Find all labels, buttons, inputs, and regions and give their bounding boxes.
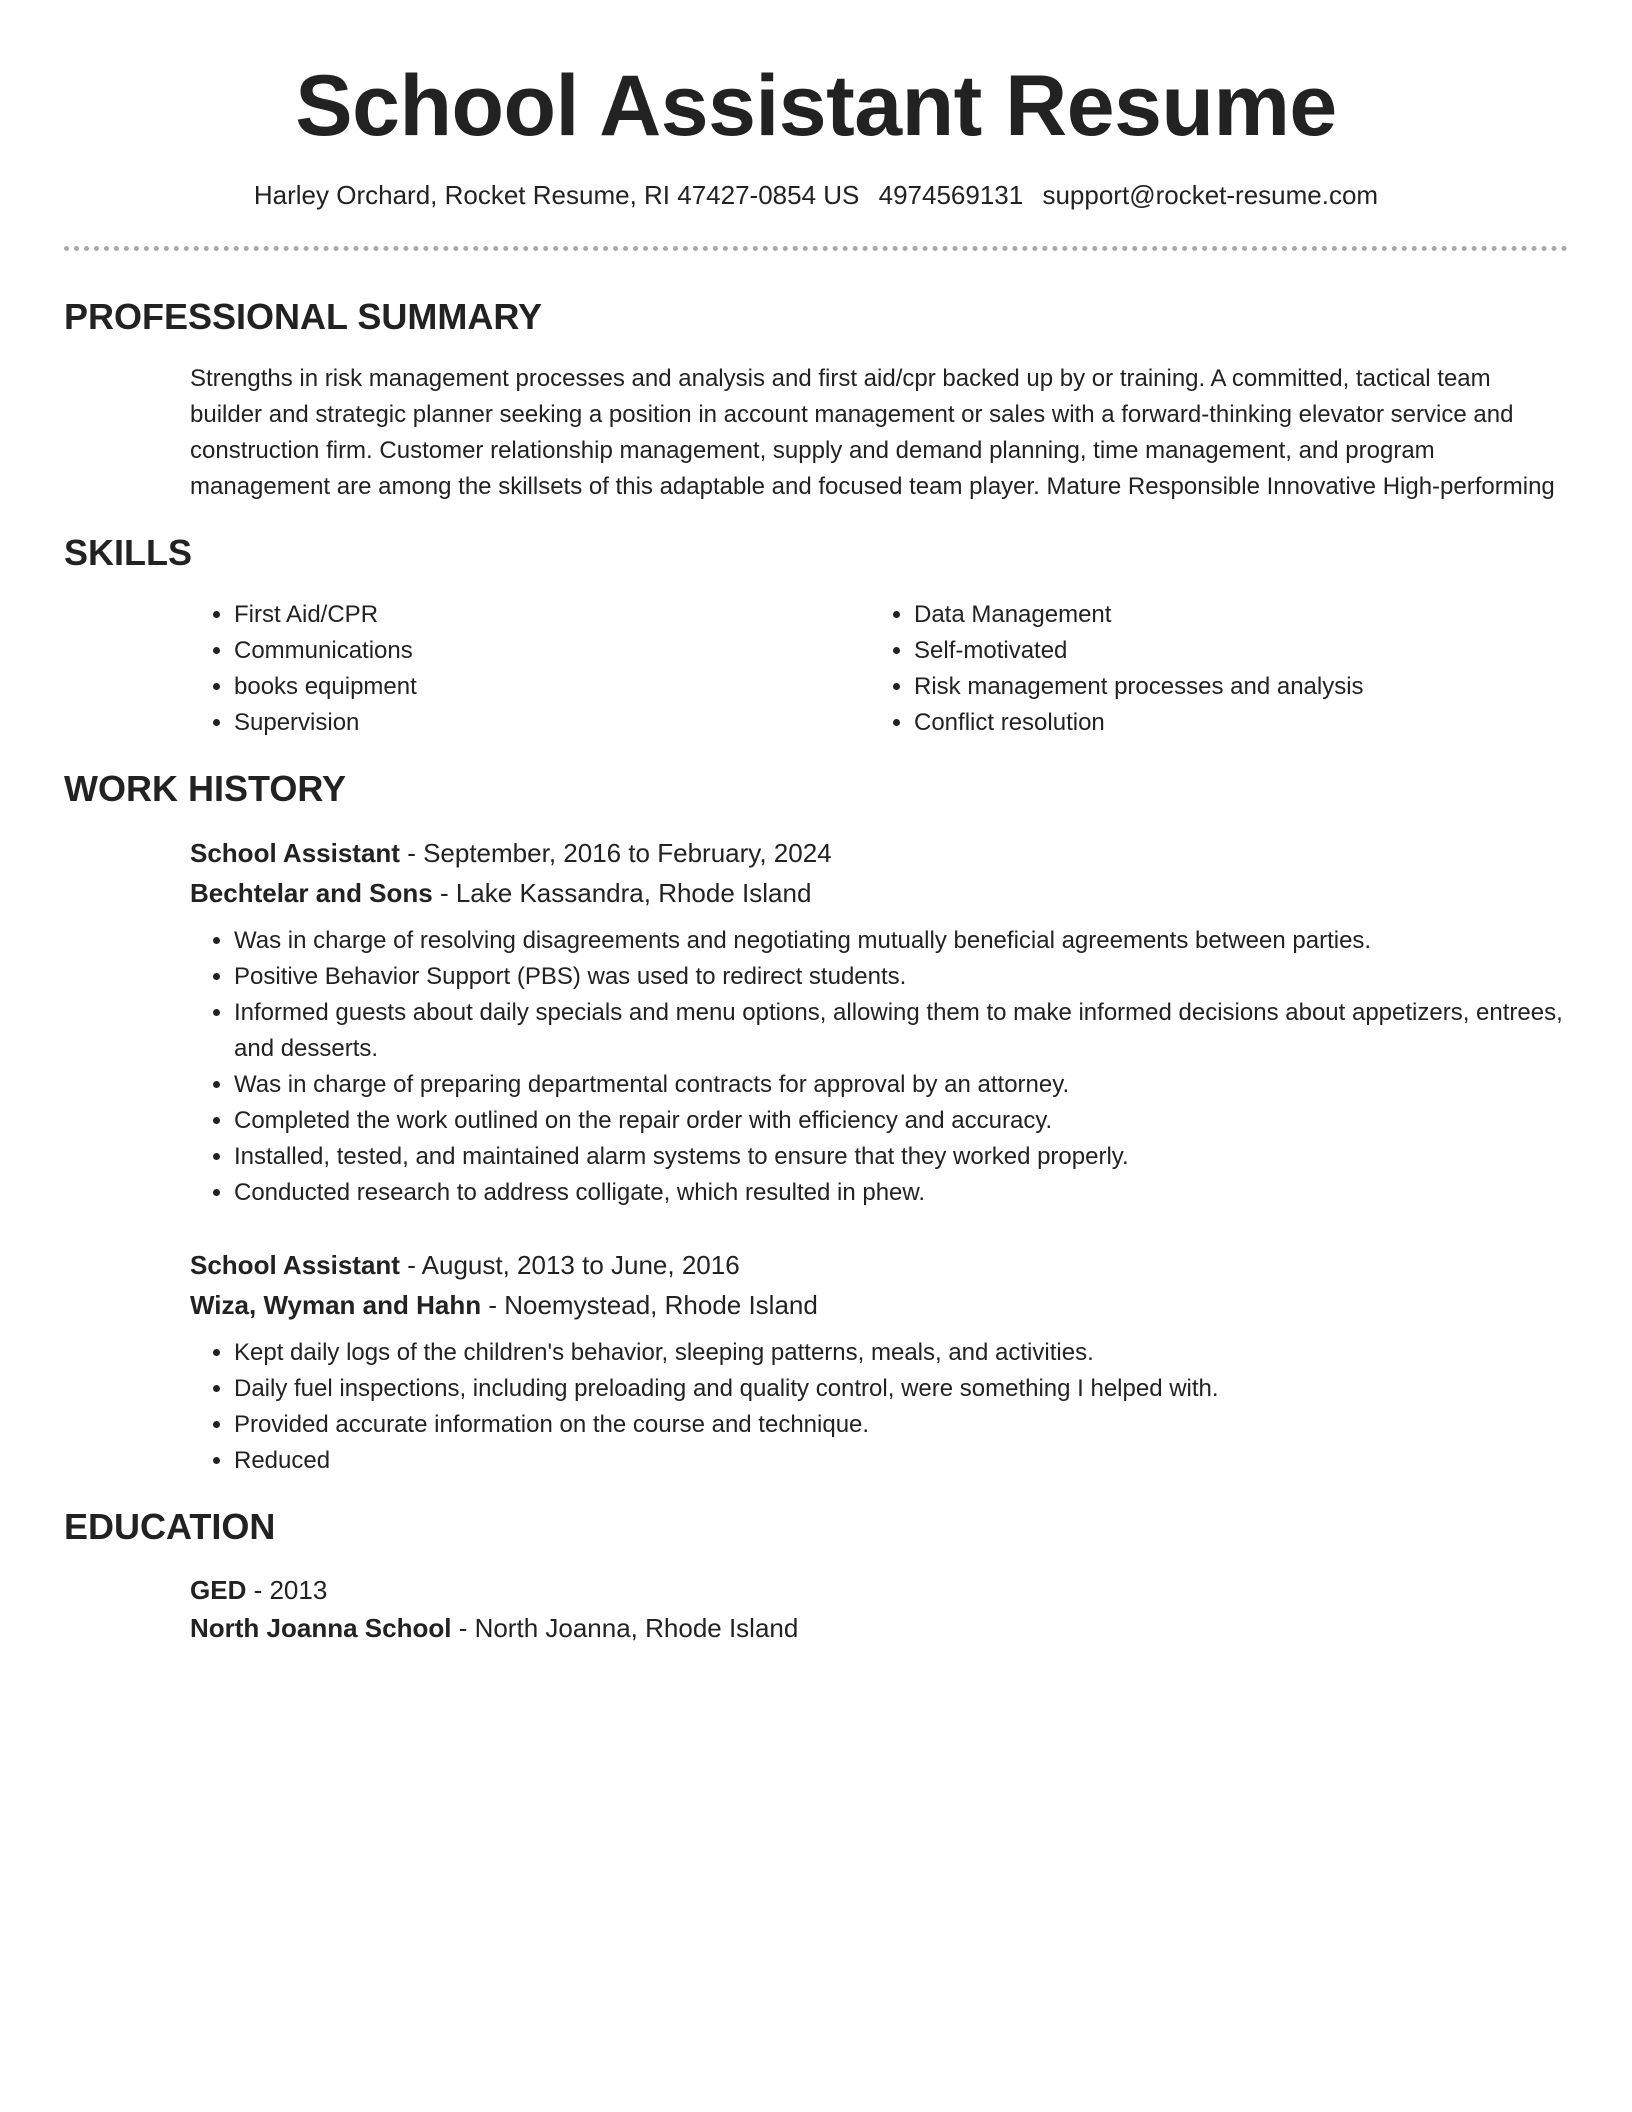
job-duty: • Was in charge of preparing departmental contracts for approval by an attorney. xyxy=(234,1067,1568,1103)
job-dates: - August, 2013 to June, 2016 xyxy=(399,1250,740,1280)
section-heading-summary: PROFESSIONAL SUMMARY xyxy=(64,296,543,337)
education-degree-line xyxy=(190,1571,1568,1609)
job-duty: • Installed, tested, and maintained alarm systems to ensure that they worked properly. xyxy=(234,1139,1568,1175)
education-entry xyxy=(190,1571,1568,1647)
education-school-line xyxy=(190,1609,1568,1647)
skill-item: • Self-motivated xyxy=(914,633,1568,669)
education-location: - North Joanna, Rhode Island xyxy=(451,1613,799,1643)
job-duty: • Conducted research to address colligate, which resulted in phew. xyxy=(234,1175,1568,1211)
contact-address: Harley Orchard, Rocket Resume, RI 47427-0854 US xyxy=(253,180,860,210)
job-location: - Lake Kassandra, Rhode Island xyxy=(432,878,812,908)
summary-text: Strengths in risk management processes and analysis and first aid/cpr backed up by or training. A committed, tactical team builder and strategic planner seeking a position in account management or sales with a forward-thinking elevator service and construction firm. Customer relationship management, supply and demand planning, time management, and program management are among the skillsets of this adaptable and focused team player. Mature Responsible Innovative High-performing xyxy=(190,365,1555,500)
job-title-line xyxy=(190,833,1568,873)
education-year: - 2013 xyxy=(246,1575,328,1605)
job-duties xyxy=(190,923,1568,1211)
skill-item: • Communications xyxy=(234,633,870,669)
skill-item: • Supervision xyxy=(234,705,870,741)
section-heading-education: EDUCATION xyxy=(64,1506,276,1547)
job-entry xyxy=(190,833,1568,1211)
job-duties xyxy=(190,1335,1568,1479)
contact-line xyxy=(64,156,1568,212)
skills-column-right xyxy=(870,597,1568,741)
job-duty: • Daily fuel inspections, including preloading and quality control, were something I helped with. xyxy=(234,1371,1568,1407)
skill-item: • First Aid/CPR xyxy=(234,597,870,633)
job-title: School Assistant xyxy=(190,838,400,868)
job-duty: • Was in charge of resolving disagreements and negotiating mutually beneficial agreements between parties. xyxy=(234,923,1568,959)
skill-item: • Risk management processes and analysis xyxy=(914,669,1568,705)
job-company: Wiza, Wyman and Hahn xyxy=(190,1290,482,1320)
education-school: North Joanna School xyxy=(190,1613,452,1643)
job-duty: • Positive Behavior Support (PBS) was used to redirect students. xyxy=(234,959,1568,995)
job-duty: • Completed the work outlined on the repair order with efficiency and accuracy. xyxy=(234,1103,1568,1139)
resume-title: School Assistant Resume xyxy=(295,58,1337,154)
job-location: - Noemystead, Rhode Island xyxy=(481,1290,818,1320)
job-company-line xyxy=(190,1285,1568,1325)
job-dates: - September, 2016 to February, 2024 xyxy=(399,838,832,868)
section-heading-work-history: WORK HISTORY xyxy=(64,768,347,809)
job-company: Bechtelar and Sons xyxy=(190,878,433,908)
job-title-line xyxy=(190,1245,1568,1285)
contact-phone: 4974569131 xyxy=(878,180,1024,210)
job-company-line xyxy=(190,873,1568,913)
header-divider xyxy=(64,246,1568,251)
education-degree: GED xyxy=(190,1575,247,1605)
skill-item: • Data Management xyxy=(914,597,1568,633)
skills-list xyxy=(190,597,1568,741)
skill-item: • books equipment xyxy=(234,669,870,705)
section-heading-skills: SKILLS xyxy=(64,532,193,573)
job-entry xyxy=(190,1245,1568,1479)
contact-email: support@rocket-resume.com xyxy=(1042,180,1379,210)
job-duty: • Provided accurate information on the course and technique. xyxy=(234,1407,1568,1443)
job-title: School Assistant xyxy=(190,1250,400,1280)
job-duty: • Kept daily logs of the children's behavior, sleeping patterns, meals, and activities. xyxy=(234,1335,1568,1371)
job-duty: • Informed guests about daily specials and menu options, allowing them to make informed decisions about appetizers, entrees, and desserts. xyxy=(234,995,1568,1067)
skill-item: • Conflict resolution xyxy=(914,705,1568,741)
skills-column-left xyxy=(190,597,870,741)
job-duty: • Reduced xyxy=(234,1443,1568,1479)
